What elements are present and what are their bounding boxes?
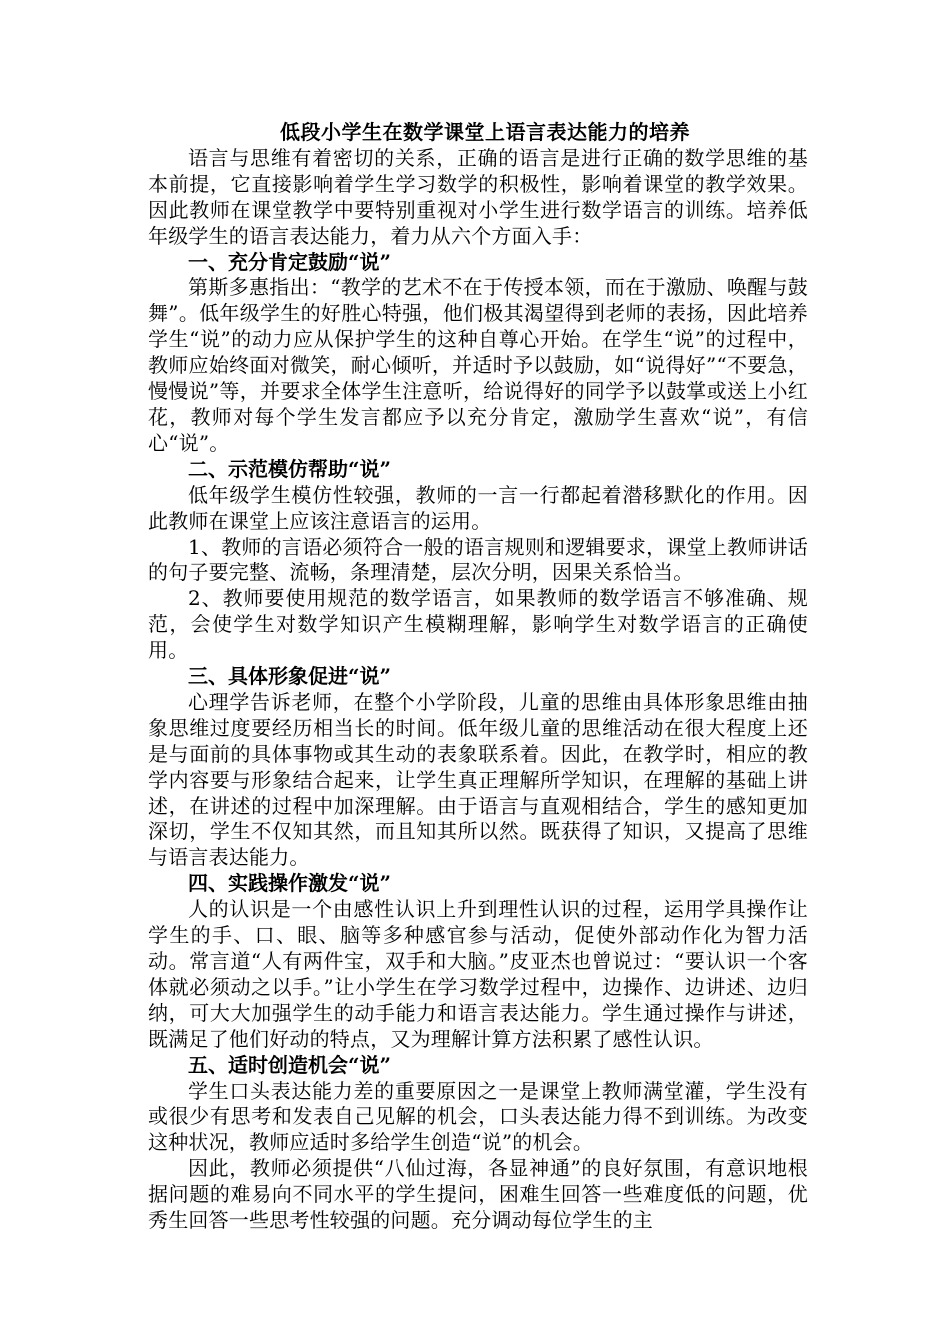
section-heading-1: 一、充分肯定鼓励“说” (188, 249, 392, 274)
paragraph-section-5-continued: 因此，教师必须提供“八仙过海，各显神通”的良好氛围，有意识地根据问题的难易向不同水平的学生提问，困难生回答一些难度低的问题，优秀生回答一些思考性较强的问题。充分调动每位学生的主 (148, 1156, 808, 1233)
paragraph-section-2: 低年级学生模仿性较强，教师的一言一行都起着潜移默化的作用。因此教师在课堂上应该注意语言的运用。 (148, 482, 808, 533)
paragraph-section-1: 第斯多惠指出：“教学的艺术不在于传授本领，而在于激励、唤醒与鼓舞”。低年级学生的好胜心特强，他们极其渴望得到老师的表扬，因此培养学生“说”的动力应从保护学生的这种自尊心开始。在学生“说”的过程中，教师应始终面对微笑，耐心倾听，并适时予以鼓励，如“说得好”“不要急，慢慢说”等，并要求全体学生注意听，给说得好的同学予以鼓掌或送上小红花，教师对每个学生发言都应予以充分肯定，激励学生喜欢“说”，有信心“说”。 (148, 275, 808, 455)
paragraph-intro: 语言与思维有着密切的关系，正确的语言是进行正确的数学思维的基本前提，它直接影响着学生学习数学的积极性，影响着课堂的教学效果。因此教师在课堂教学中要特别重视对小学生进行数学语言的训练。培养低年级学生的语言表达能力，着力从六个方面入手： (148, 145, 808, 248)
paragraph-section-5: 学生口头表达能力差的重要原因之一是课堂上教师满堂灌，学生没有或很少有思考和发表自己见解的机会，口头表达能力得不到训练。为改变这种状况，教师应适时多给学生创造“说”的机会。 (148, 1078, 808, 1155)
section-heading-3: 三、具体形象促进“说” (188, 664, 392, 689)
paragraph-section-4: 人的认识是一个由感性认识上升到理性认识的过程，运用学具操作让学生的手、口、眼、脑等多种感官参与活动，促使外部动作化为智力活动。常言道“人有两件宝，双手和大脑。”皮亚杰也曾说过：“要认识一个客体就必须动之以手。”让小学生在学习数学过程中，边操作、边讲述、边归纳，可大大加强学生的动手能力和语言表达能力。学生通过操作与讲述，既满足了他们好动的特点，又为理解计算方法积累了感性认识。 (148, 897, 808, 1051)
section-heading-2: 二、示范模仿帮助“说” (188, 456, 392, 481)
section-heading-5: 五、适时创造机会“说” (188, 1052, 392, 1077)
paragraph-section-2-item-1: 1、教师的言语必须符合一般的语言规则和逻辑要求，课堂上教师讲话的句子要完整、流畅，条理清楚，层次分明，因果关系恰当。 (148, 534, 808, 585)
paragraph-section-3: 心理学告诉老师，在整个小学阶段，儿童的思维由具体形象思维由抽象思维过度要经历相当长的时间。低年级儿童的思维活动在很大程度上还是与面前的具体事物或其生动的表象联系着。因此，在教学时，相应的教学内容要与形象结合起来，让学生真正理解所学知识，在理解的基础上讲述，在讲述的过程中加深理解。由于语言与直观相结合，学生的感知更加深切，学生不仅知其然，而且知其所以然。既获得了知识，又提高了思维与语言表达能力。 (148, 689, 808, 870)
section-heading-4: 四、实践操作激发“说” (188, 871, 392, 896)
paragraph-section-2-item-2: 2、教师要使用规范的数学语言，如果教师的数学语言不够准确、规范，会使学生对数学知识产生模糊理解，影响学生对数学语言的正确使用。 (148, 586, 808, 663)
document-title: 低段小学生在数学课堂上语言表达能力的培养 (280, 120, 690, 144)
document-page (148, 120, 808, 1234)
